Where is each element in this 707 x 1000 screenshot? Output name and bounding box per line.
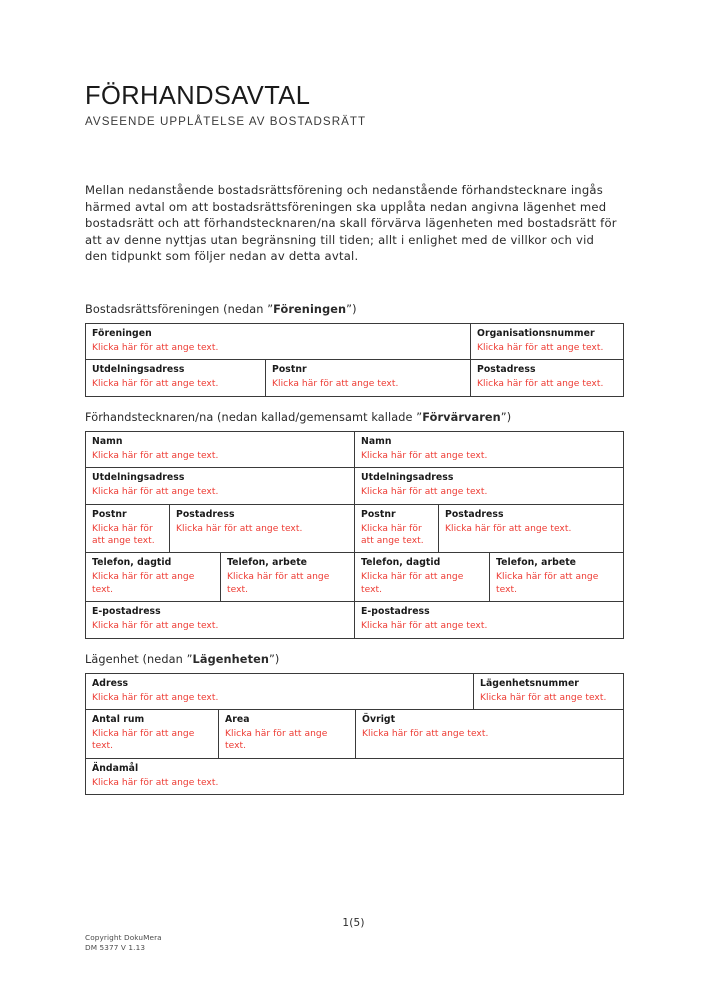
cell-label: Övrigt	[362, 713, 396, 725]
table-row	[86, 323, 624, 359]
heading-text-post: ”)	[268, 652, 280, 666]
cell-adress[interactable]	[86, 673, 474, 709]
footer-doc-code: DM 5377 V 1.13	[85, 942, 146, 952]
page-title: FÖRHANDSAVTAL	[85, 82, 311, 110]
heading-text-post: ”)	[346, 302, 357, 316]
cell-value[interactable]: Klicka här för att ange text.	[92, 487, 219, 498]
table-forvarvaren-postnr	[85, 504, 624, 554]
cell-value[interactable]: Klicka här för att ange text.	[477, 379, 604, 390]
page-subtitle: AVSEENDE UPPLÅTELSE AV BOSTADSRÄTT	[85, 115, 367, 129]
cell-postadress-2[interactable]	[439, 504, 624, 553]
cell-value[interactable]: Klicka här för att ange text.	[92, 379, 219, 390]
heading-term: Lägenheten	[192, 652, 269, 666]
cell-value[interactable]: Klicka här för att ange text.	[92, 450, 219, 461]
cell-namn-1[interactable]	[86, 431, 355, 467]
document-body	[85, 0, 623, 795]
table-row	[86, 709, 624, 758]
cell-value[interactable]: Klicka här för att ange text.	[496, 572, 599, 595]
cell-value[interactable]: Klicka här för att ange text.	[176, 523, 303, 534]
cell-value[interactable]: Klicka här för att ange text.	[477, 342, 604, 353]
cell-value[interactable]: Klicka här för att ange text.	[361, 487, 488, 498]
cell-label: Telefon, dagtid	[361, 557, 441, 569]
cell-ovrigt[interactable]	[356, 709, 624, 758]
cell-postnr-1[interactable]	[86, 504, 170, 553]
cell-forening-namn[interactable]	[86, 323, 471, 359]
table-row	[86, 553, 624, 602]
section-heading-lagenhet	[85, 653, 623, 667]
section-heading-forvarvaren	[85, 411, 623, 425]
heading-term: Föreningen	[273, 302, 347, 316]
cell-value[interactable]: Klicka här för att ange text.	[92, 523, 155, 546]
cell-epostadress-2[interactable]	[355, 602, 624, 638]
cell-label: E-postadress	[92, 606, 161, 618]
table-row	[86, 673, 624, 709]
cell-andamal[interactable]	[86, 758, 624, 794]
cell-label: Area	[225, 713, 250, 725]
cell-antal-rum[interactable]	[86, 709, 219, 758]
cell-value[interactable]: Klicka här för att ange text.	[92, 692, 219, 703]
cell-postadress[interactable]	[471, 360, 624, 396]
table-row	[86, 602, 624, 638]
cell-label: Postadress	[477, 364, 536, 376]
heading-term: Förvärvaren	[422, 410, 501, 424]
heading-text-pre: Lägenhet (nedan ”	[85, 652, 193, 666]
cell-organisationsnummer[interactable]	[471, 323, 624, 359]
cell-label: Lägenhetsnummer	[480, 677, 579, 689]
cell-value[interactable]: Klicka här för att ange text.	[272, 379, 399, 390]
cell-label: Postadress	[176, 508, 235, 520]
table-row	[86, 758, 624, 794]
cell-telefon-arbete-1[interactable]	[221, 553, 355, 602]
table-row	[86, 360, 624, 396]
cell-value[interactable]: Klicka här för att ange text.	[445, 523, 572, 534]
cell-telefon-arbete-2[interactable]	[490, 553, 624, 602]
cell-label: Organisationsnummer	[477, 327, 595, 339]
cell-namn-2[interactable]	[355, 431, 624, 467]
cell-label: Namn	[92, 435, 123, 447]
footer-block	[85, 933, 162, 952]
cell-label: E-postadress	[361, 606, 430, 618]
cell-utdelningsadress-1[interactable]	[86, 468, 355, 504]
cell-label: Telefon, arbete	[496, 557, 577, 569]
table-forening	[85, 323, 624, 360]
table-lagenhet-andamal	[85, 758, 624, 795]
cell-value[interactable]: Klicka här för att ange text.	[361, 621, 488, 632]
table-forvarvaren-telefon	[85, 552, 624, 602]
footer-copyright: Copyright DokuMera	[85, 933, 162, 942]
cell-label: Telefon, dagtid	[92, 557, 172, 569]
cell-epostadress-1[interactable]	[86, 602, 355, 638]
cell-value[interactable]: Klicka här för att ange text.	[362, 728, 489, 739]
heading-text-pre: Bostadsrättsföreningen (nedan ”	[85, 302, 274, 316]
cell-label: Postnr	[361, 508, 396, 520]
title-block	[85, 0, 623, 129]
cell-value[interactable]: Klicka här för att ange text.	[92, 777, 219, 788]
cell-value[interactable]: Klicka här för att ange text.	[92, 342, 219, 353]
cell-telefon-dagtid-1[interactable]	[86, 553, 221, 602]
cell-area[interactable]	[219, 709, 356, 758]
table-forvarvaren-namn	[85, 431, 624, 468]
cell-value[interactable]: Klicka här för att ange text.	[361, 450, 488, 461]
cell-label: Adress	[92, 677, 129, 689]
cell-utdelningsadress[interactable]	[86, 360, 266, 396]
cell-lagenhetsnummer[interactable]	[474, 673, 624, 709]
cell-value[interactable]: Klicka här för att ange text.	[361, 572, 464, 595]
table-lagenhet-adress	[85, 673, 624, 710]
cell-value[interactable]: Klicka här för att ange text.	[92, 728, 195, 752]
cell-label: Postnr	[92, 508, 127, 520]
table-row	[86, 468, 624, 504]
page-number: 1(5)	[342, 917, 365, 929]
cell-label: Telefon, arbete	[227, 557, 308, 569]
cell-label: Postadress	[445, 508, 504, 520]
cell-label: Ändamål	[92, 762, 139, 774]
heading-text-post: ”)	[500, 410, 512, 424]
cell-label: Postnr	[272, 364, 307, 376]
cell-label: Utdelningsadress	[92, 472, 185, 484]
cell-value[interactable]: Klicka här för att ange text.	[227, 572, 330, 595]
cell-postadress-1[interactable]	[170, 504, 355, 553]
cell-value[interactable]: Klicka här för att ange text.	[92, 572, 195, 595]
cell-postnr[interactable]	[266, 360, 471, 396]
cell-label: Utdelningsadress	[92, 364, 185, 376]
table-row	[86, 504, 624, 553]
intro-paragraph: Mellan nedanstående bostadsrättsförening och nedanstående förhandstecknare ingås härmed avtal om att bostadsrättsföreningen ska upplåta nedan angivna lägenhet med bostadsrätt och att förhandstecknaren/na skall förvärva lägenheten med bostadsrätt för att av denne nyttjas utan begränsning till tiden; allt i enlighet med de villkor och vid den tidpunkt som följer nedan av detta avtal.	[85, 182, 617, 264]
table-forening-row2	[85, 359, 624, 396]
cell-label: Namn	[361, 435, 392, 447]
cell-label: Föreningen	[92, 327, 152, 339]
cell-postnr-2[interactable]	[355, 504, 439, 553]
table-row	[86, 431, 624, 467]
cell-value[interactable]: Klicka här för att ange text.	[92, 621, 219, 632]
cell-value[interactable]: Klicka här för att ange text.	[480, 692, 607, 703]
cell-value[interactable]: Klicka här för att ange text.	[361, 523, 424, 546]
table-forvarvaren-epost	[85, 601, 624, 638]
section-heading-forening	[85, 303, 623, 317]
cell-label: Antal rum	[92, 713, 145, 725]
cell-value[interactable]: Klicka här för att ange text.	[225, 728, 328, 752]
table-lagenhet-rum	[85, 709, 624, 759]
cell-label: Utdelningsadress	[361, 472, 454, 484]
table-forvarvaren-utdelningsadress	[85, 467, 624, 504]
cell-telefon-dagtid-2[interactable]	[355, 553, 490, 602]
heading-text-pre: Förhandstecknaren/na (nedan kallad/gemensamt kallade ”	[85, 410, 423, 424]
cell-utdelningsadress-2[interactable]	[355, 468, 624, 504]
